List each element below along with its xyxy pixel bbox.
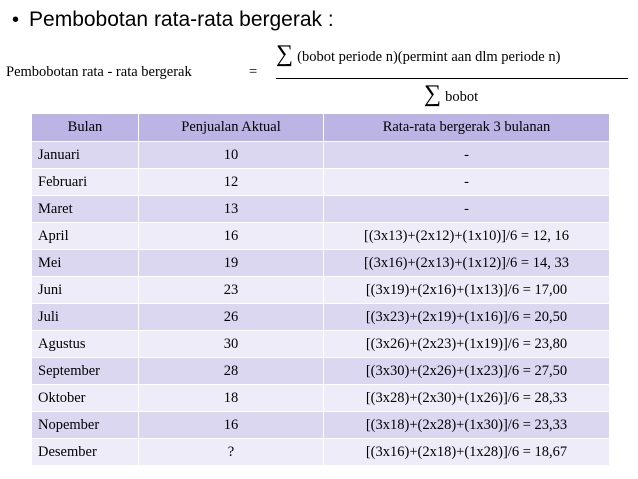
cell-average: [(3x28)+(2x30)+(1x26)]/6 = 28,33 — [324, 385, 610, 412]
table-row — [32, 223, 610, 250]
cell-average: [(3x30)+(2x26)+(1x23)]/6 = 27,50 — [324, 358, 610, 385]
table-row — [32, 304, 610, 331]
bullet-icon: • — [12, 8, 20, 31]
fraction-line — [276, 78, 628, 79]
sigma-icon: ∑ — [424, 81, 442, 107]
cell-sales: ? — [139, 439, 324, 466]
table-row — [32, 331, 610, 358]
formula-lhs: Pembobotan rata - rata bergerak — [6, 64, 192, 80]
cell-month: Juli — [32, 304, 139, 331]
table-row — [32, 277, 610, 304]
cell-sales: 30 — [139, 331, 324, 358]
header-actual-sales: Penjualan Aktual — [139, 114, 324, 142]
formula-equals: = — [249, 64, 258, 80]
cell-average: - — [324, 142, 610, 169]
formula-numerator — [276, 42, 560, 66]
heading-text: Pembobotan rata-rata bergerak : — [29, 8, 334, 31]
table-row — [32, 385, 610, 412]
table-row — [32, 169, 610, 196]
cell-sales: 26 — [139, 304, 324, 331]
table-row — [32, 142, 610, 169]
cell-month: Oktober — [32, 385, 139, 412]
cell-month: September — [32, 358, 139, 385]
cell-average: - — [324, 169, 610, 196]
cell-sales: 23 — [139, 277, 324, 304]
cell-average: - — [324, 196, 610, 223]
cell-month: Mei — [32, 250, 139, 277]
cell-sales: 13 — [139, 196, 324, 223]
cell-month: Januari — [32, 142, 139, 169]
header-moving-average: Rata-rata bergerak 3 bulanan — [324, 114, 610, 142]
cell-month: Nopember — [32, 412, 139, 439]
cell-average: [(3x23)+(2x19)+(1x16)]/6 = 20,50 — [324, 304, 610, 331]
cell-sales: 18 — [139, 385, 324, 412]
sigma-icon: ∑ — [276, 41, 294, 67]
table-row — [32, 250, 610, 277]
cell-month: Maret — [32, 196, 139, 223]
table-row — [32, 412, 610, 439]
cell-sales: 12 — [139, 169, 324, 196]
cell-sales: 10 — [139, 142, 324, 169]
numerator-text: (bobot periode n)(permint aan dlm periode n) — [297, 49, 561, 65]
cell-average: [(3x19)+(2x16)+(1x13)]/6 = 17,00 — [324, 277, 610, 304]
cell-month: Desember — [32, 439, 139, 466]
cell-month: Februari — [32, 169, 139, 196]
cell-average: [(3x18)+(2x28)+(1x30)]/6 = 23,33 — [324, 412, 610, 439]
slide-heading — [12, 8, 334, 32]
weighted-moving-average-formula — [6, 42, 634, 108]
cell-sales: 16 — [139, 412, 324, 439]
cell-average: [(3x26)+(2x23)+(1x19)]/6 = 23,80 — [324, 331, 610, 358]
denominator-text: bobot — [445, 89, 479, 105]
cell-sales: 16 — [139, 223, 324, 250]
cell-sales: 19 — [139, 250, 324, 277]
moving-average-table — [31, 113, 610, 466]
cell-average: [(3x13)+(2x12)+(1x10)]/6 = 12, 16 — [324, 223, 610, 250]
formula-denominator — [424, 82, 478, 106]
table-row — [32, 196, 610, 223]
table-header-row — [32, 114, 610, 142]
cell-month: Agustus — [32, 331, 139, 358]
cell-average: [(3x16)+(2x18)+(1x28)]/6 = 18,67 — [324, 439, 610, 466]
cell-sales: 28 — [139, 358, 324, 385]
header-month: Bulan — [32, 114, 139, 142]
cell-average: [(3x16)+(2x13)+(1x12)]/6 = 14, 33 — [324, 250, 610, 277]
table-row — [32, 439, 610, 466]
table-row — [32, 358, 610, 385]
cell-month: Juni — [32, 277, 139, 304]
cell-month: April — [32, 223, 139, 250]
